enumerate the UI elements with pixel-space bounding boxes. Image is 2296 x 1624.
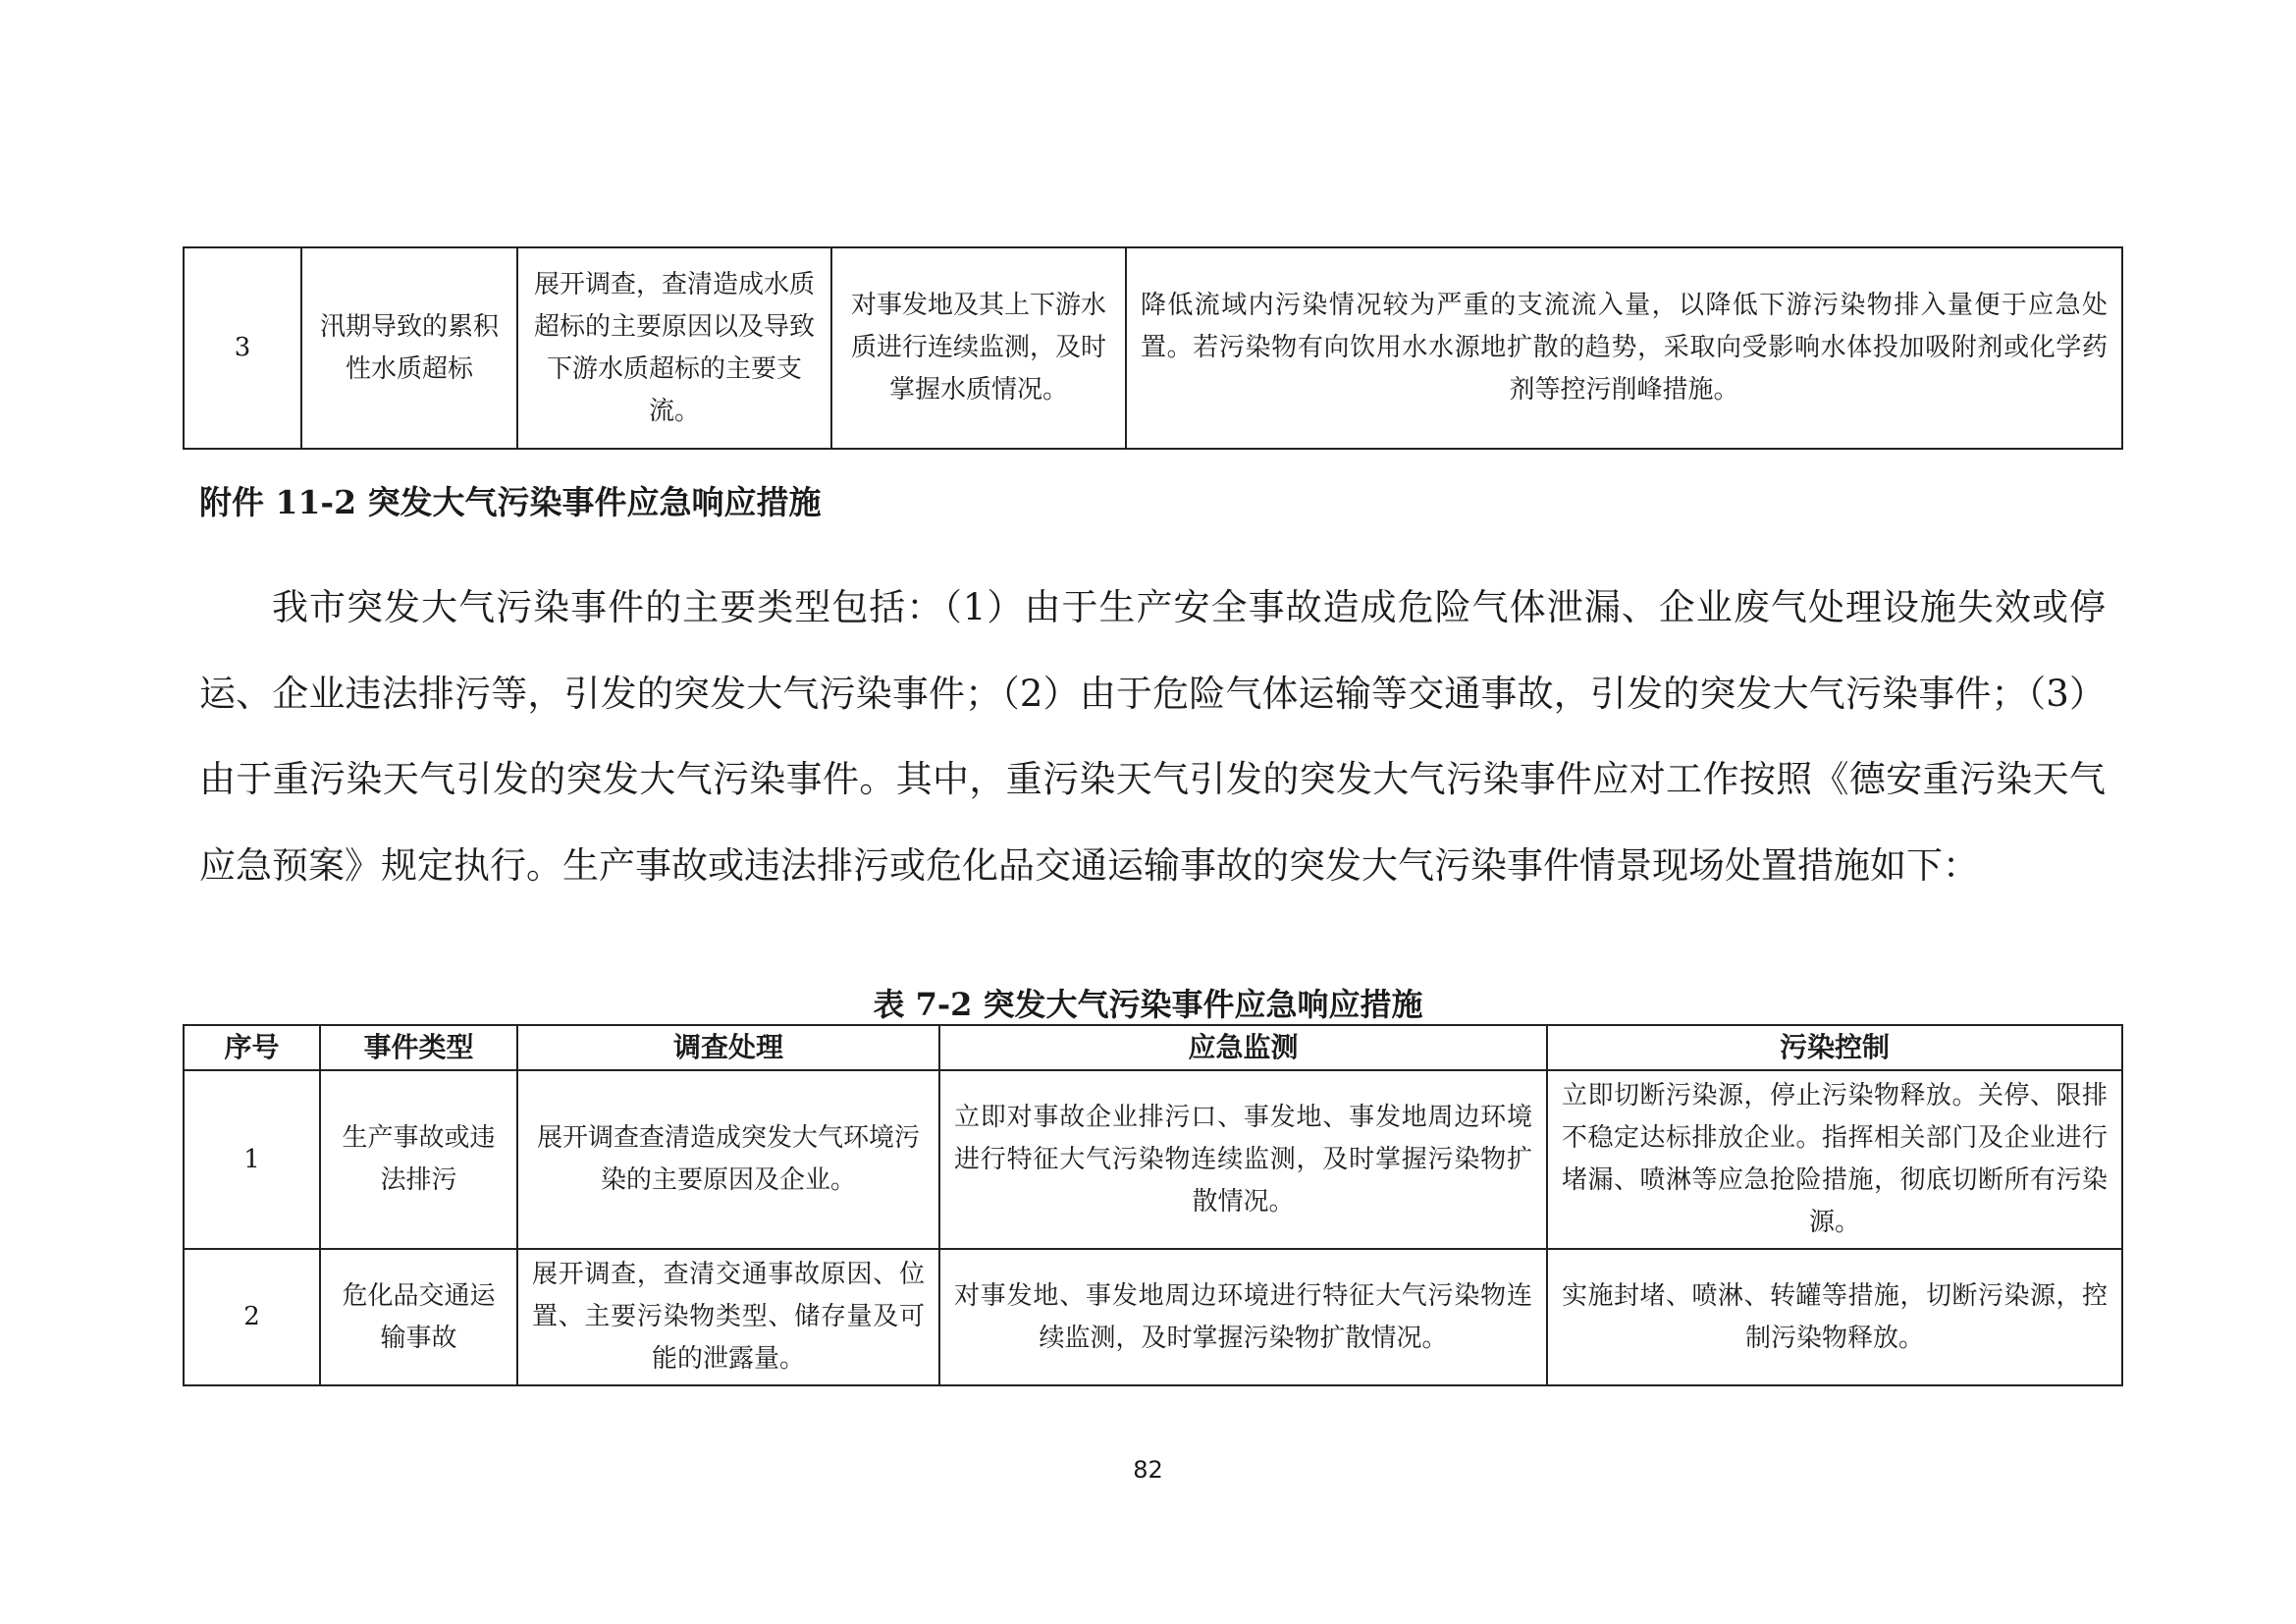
cell-investigation: 展开调查，查清造成水质超标的主要原因以及导致下游水质超标的主要支流。 xyxy=(517,247,831,449)
cell-monitoring: 对事发地及其上下游水质进行连续监测，及时掌握水质情况。 xyxy=(831,247,1126,449)
cell-control: 立即切断污染源，停止污染物释放。关停、限排不稳定达标排放企业。指挥相关部门及企业进行堵漏、喷淋等应急抢险措施，彻底切断所有污染源。 xyxy=(1547,1070,2122,1249)
header-monitoring: 应急监测 xyxy=(939,1025,1547,1070)
cell-no: 3 xyxy=(184,247,301,449)
cell-event-type: 生产事故或违法排污 xyxy=(320,1070,517,1249)
cell-control: 降低流域内污染情况较为严重的支流流入量，以降低下游污染物排入量便于应急处置。若污染物有向饮用水水源地扩散的趋势，采取向受影响水体投加吸附剂或化学药剂等控污削峰措施。 xyxy=(1126,247,2122,449)
cell-no: 2 xyxy=(184,1249,320,1385)
header-event-type: 事件类型 xyxy=(320,1025,517,1070)
cell-control: 实施封堵、喷淋、转罐等措施，切断污染源，控制污染物释放。 xyxy=(1547,1249,2122,1385)
header-no: 序号 xyxy=(184,1025,320,1070)
cell-event-type: 危化品交通运输事故 xyxy=(320,1249,517,1385)
cell-monitoring: 立即对事故企业排污口、事发地、事发地周边环境进行特征大气污染物连续监测，及时掌握污染物扩散情况。 xyxy=(939,1070,1547,1249)
cell-investigation: 展开调查，查清交通事故原因、位置、主要污染物类型、储存量及可能的泄露量。 xyxy=(517,1249,939,1385)
section-heading: 附件 11-2 突发大气污染事件应急响应措施 xyxy=(199,483,822,521)
continued-table xyxy=(183,246,2123,450)
cell-event-type: 汛期导致的累积性水质超标 xyxy=(301,247,517,449)
cell-no: 1 xyxy=(184,1070,320,1249)
table-header-row xyxy=(184,1025,2122,1070)
table-caption: 表 7-2 突发大气污染事件应急响应措施 xyxy=(873,986,1423,1023)
table-row xyxy=(184,1249,2122,1385)
intro-paragraph: 我市突发大气污染事件的主要类型包括：（1）由于生产安全事故造成危险气体泄漏、企业废气处理设施失效或停运、企业违法排污等，引发的突发大气污染事件；（2）由于危险气体运输等交通事故，引发的突发大气污染事件；（3）由于重污染天气引发的突发大气污染事件。其中，重污染天气引发的突发大气污染事件应对工作按照《德安重污染天气应急预案》规定执行。生产事故或违法排污或危化品交通运输事故的突发大气污染事件情景现场处置措施如下： xyxy=(199,586,2106,887)
table-row xyxy=(184,1070,2122,1249)
table-row xyxy=(184,247,2122,449)
response-measures-table xyxy=(183,1024,2123,1386)
page-number: 82 xyxy=(1133,1456,1163,1484)
header-control: 污染控制 xyxy=(1547,1025,2122,1070)
cell-monitoring: 对事发地、事发地周边环境进行特征大气污染物连续监测，及时掌握污染物扩散情况。 xyxy=(939,1249,1547,1385)
header-investigation: 调查处理 xyxy=(517,1025,939,1070)
cell-investigation: 展开调查查清造成突发大气环境污染的主要原因及企业。 xyxy=(517,1070,939,1249)
